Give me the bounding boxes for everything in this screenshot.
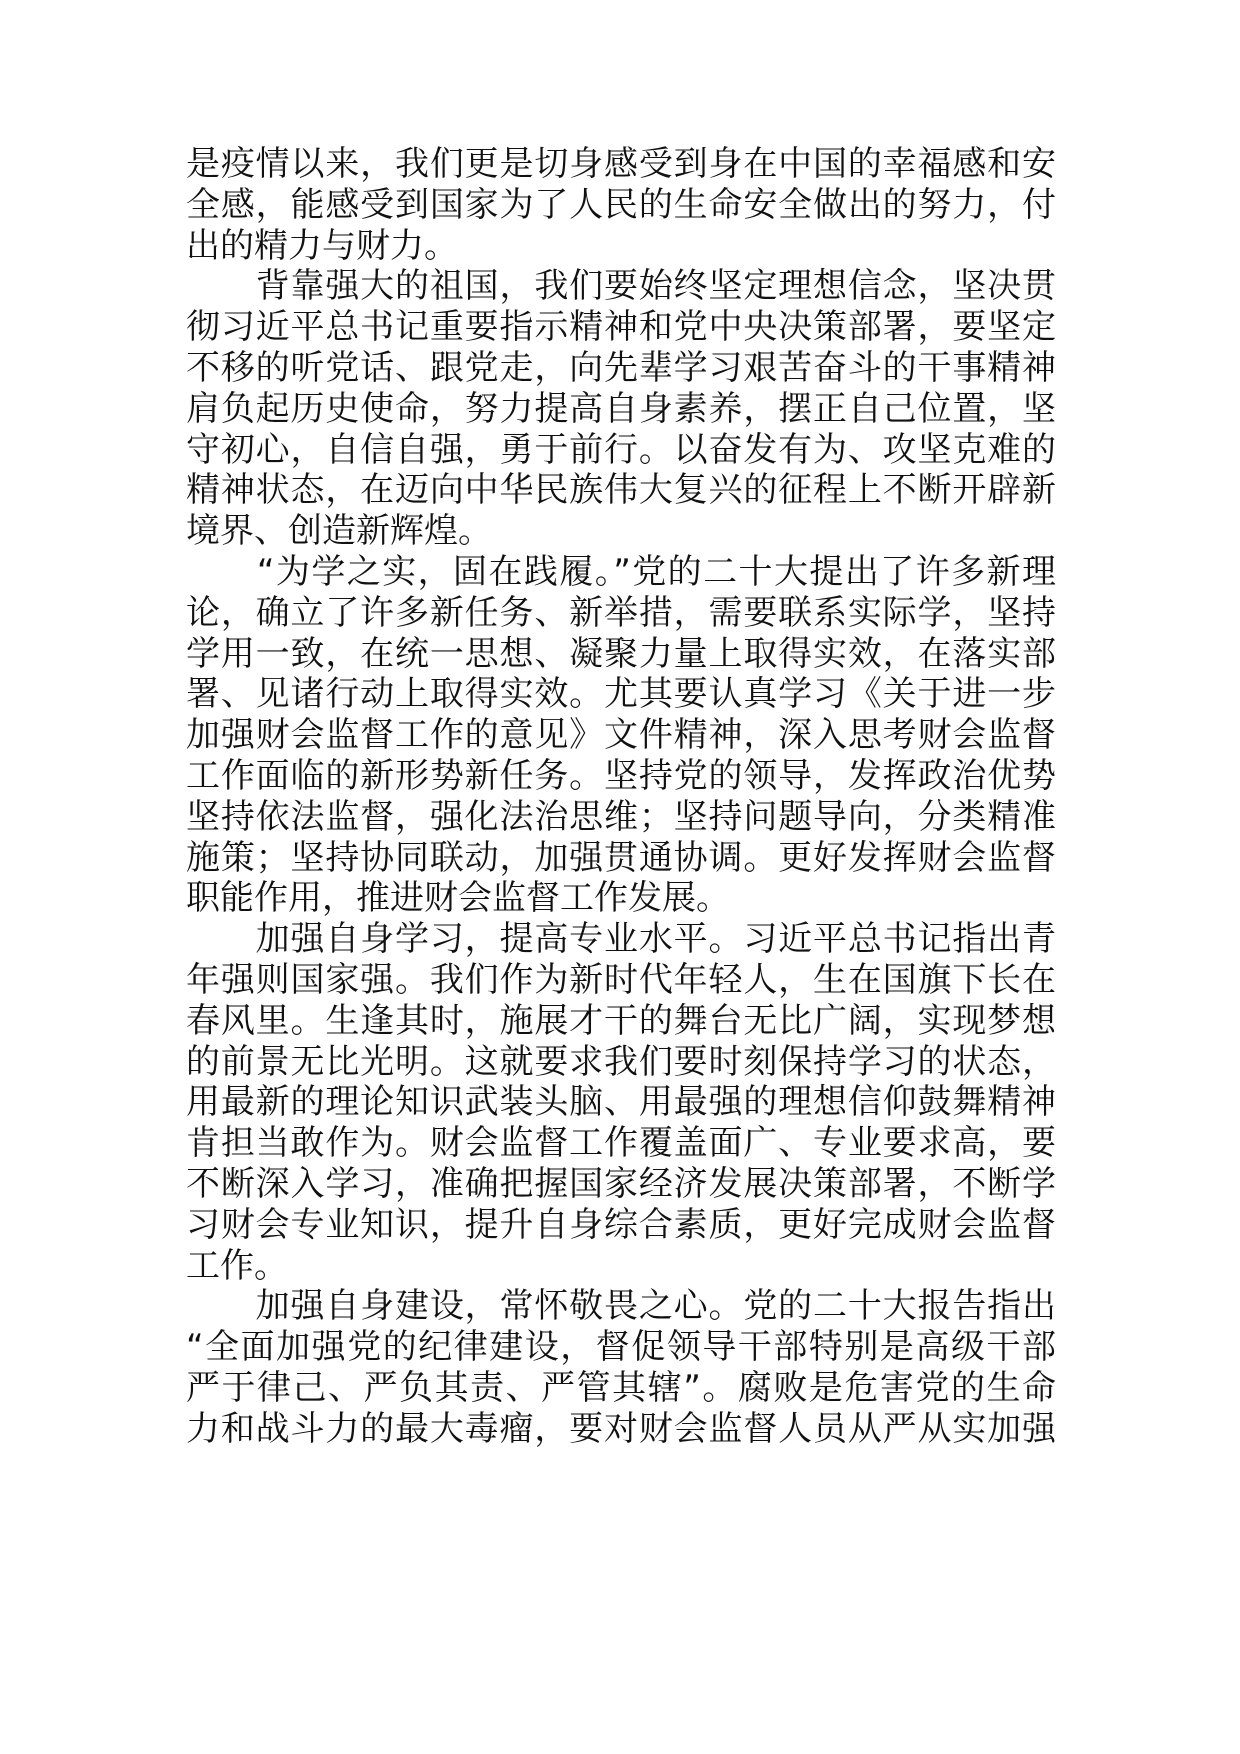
- text-line: 年强则国家强。我们作为新时代年轻人，生在国旗下长在: [186, 959, 1056, 1000]
- paragraph: [186, 144, 1056, 266]
- paragraph: [186, 1286, 1056, 1449]
- text-line: 春风里。生逢其时，施展才干的舞台无比广阔，实现梦想: [186, 1000, 1056, 1041]
- text-line: “为学之实，固在践履。”党的二十大提出了许多新理: [186, 551, 1056, 592]
- text-line: 加强自身建设，常怀敬畏之心。党的二十大报告指出: [186, 1286, 1056, 1327]
- paragraph: [186, 919, 1056, 1286]
- text-line: 背靠强大的祖国，我们要始终坚定理想信念，坚决贯: [186, 266, 1056, 307]
- text-line: 是疫情以来，我们更是切身感受到身在中国的幸福感和安: [186, 144, 1056, 184]
- text-line: 学用一致，在统一思想、凝聚力量上取得实效，在落实部: [186, 633, 1056, 674]
- text-line: 用最新的理论知识武装头脑、用最强的理想信仰鼓舞精神: [186, 1082, 1056, 1123]
- text-line: 精神状态，在迈向中华民族伟大复兴的征程上不断开辟新: [186, 470, 1056, 511]
- text-line: 全感，能感受到国家为了人民的生命安全做出的努力，付: [186, 184, 1056, 225]
- text-line: 彻习近平总书记重要指示精神和党中央决策部署，要坚定: [186, 307, 1056, 348]
- text-line: 严于律己、严负其责、严管其辖”。腐败是危害党的生命: [186, 1367, 1056, 1408]
- text-line: 坚持依法监督，强化法治思维；坚持问题导向，分类精准: [186, 796, 1056, 837]
- text-line: “全面加强党的纪律建设，督促领导干部特别是高级干部: [186, 1327, 1056, 1368]
- text-line: 施策；坚持协同联动，加强贯通协调。更好发挥财会监督: [186, 837, 1056, 878]
- text-line: 工作。: [186, 1245, 288, 1286]
- text-line: 境界、创造新辉煌。: [186, 511, 492, 552]
- text-line: 加强财会监督工作的意见》文件精神，深入思考财会监督: [186, 715, 1056, 756]
- text-line: 署、见诸行动上取得实效。尤其要认真学习《关于进一步: [186, 674, 1056, 715]
- text-line: 不断深入学习，准确把握国家经济发展决策部署，不断学: [186, 1163, 1056, 1204]
- text-line: 论，确立了许多新任务、新举措，需要联系实际学，坚持: [186, 592, 1056, 633]
- body-text: [186, 144, 1056, 1450]
- paragraph: [186, 266, 1056, 552]
- text-line: 力和战斗力的最大毒瘤，要对财会监督人员从严从实加强: [186, 1408, 1056, 1449]
- text-line: 肩负起历史使命，努力提高自身素养，摆正自己位置，坚: [186, 388, 1056, 429]
- text-line: 加强自身学习，提高专业水平。习近平总书记指出青: [186, 919, 1056, 960]
- text-line: 习财会专业知识，提升自身综合素质，更好完成财会监督: [186, 1204, 1056, 1245]
- text-line: 不移的听党话、跟党走，向先辈学习艰苦奋斗的干事精神: [186, 347, 1056, 388]
- text-line: 出的精力与财力。: [186, 225, 458, 266]
- text-line: 守初心，自信自强，勇于前行。以奋发有为、攻坚克难的: [186, 429, 1056, 470]
- text-line: 肯担当敢作为。财会监督工作覆盖面广、专业要求高，要: [186, 1123, 1056, 1164]
- text-line: 的前景无比光明。这就要求我们要时刻保持学习的状态，: [186, 1041, 1056, 1082]
- text-line: 职能作用，推进财会监督工作发展。: [186, 878, 730, 919]
- text-line: 工作面临的新形势新任务。坚持党的领导，发挥政治优势: [186, 755, 1056, 796]
- paragraph: [186, 552, 1056, 919]
